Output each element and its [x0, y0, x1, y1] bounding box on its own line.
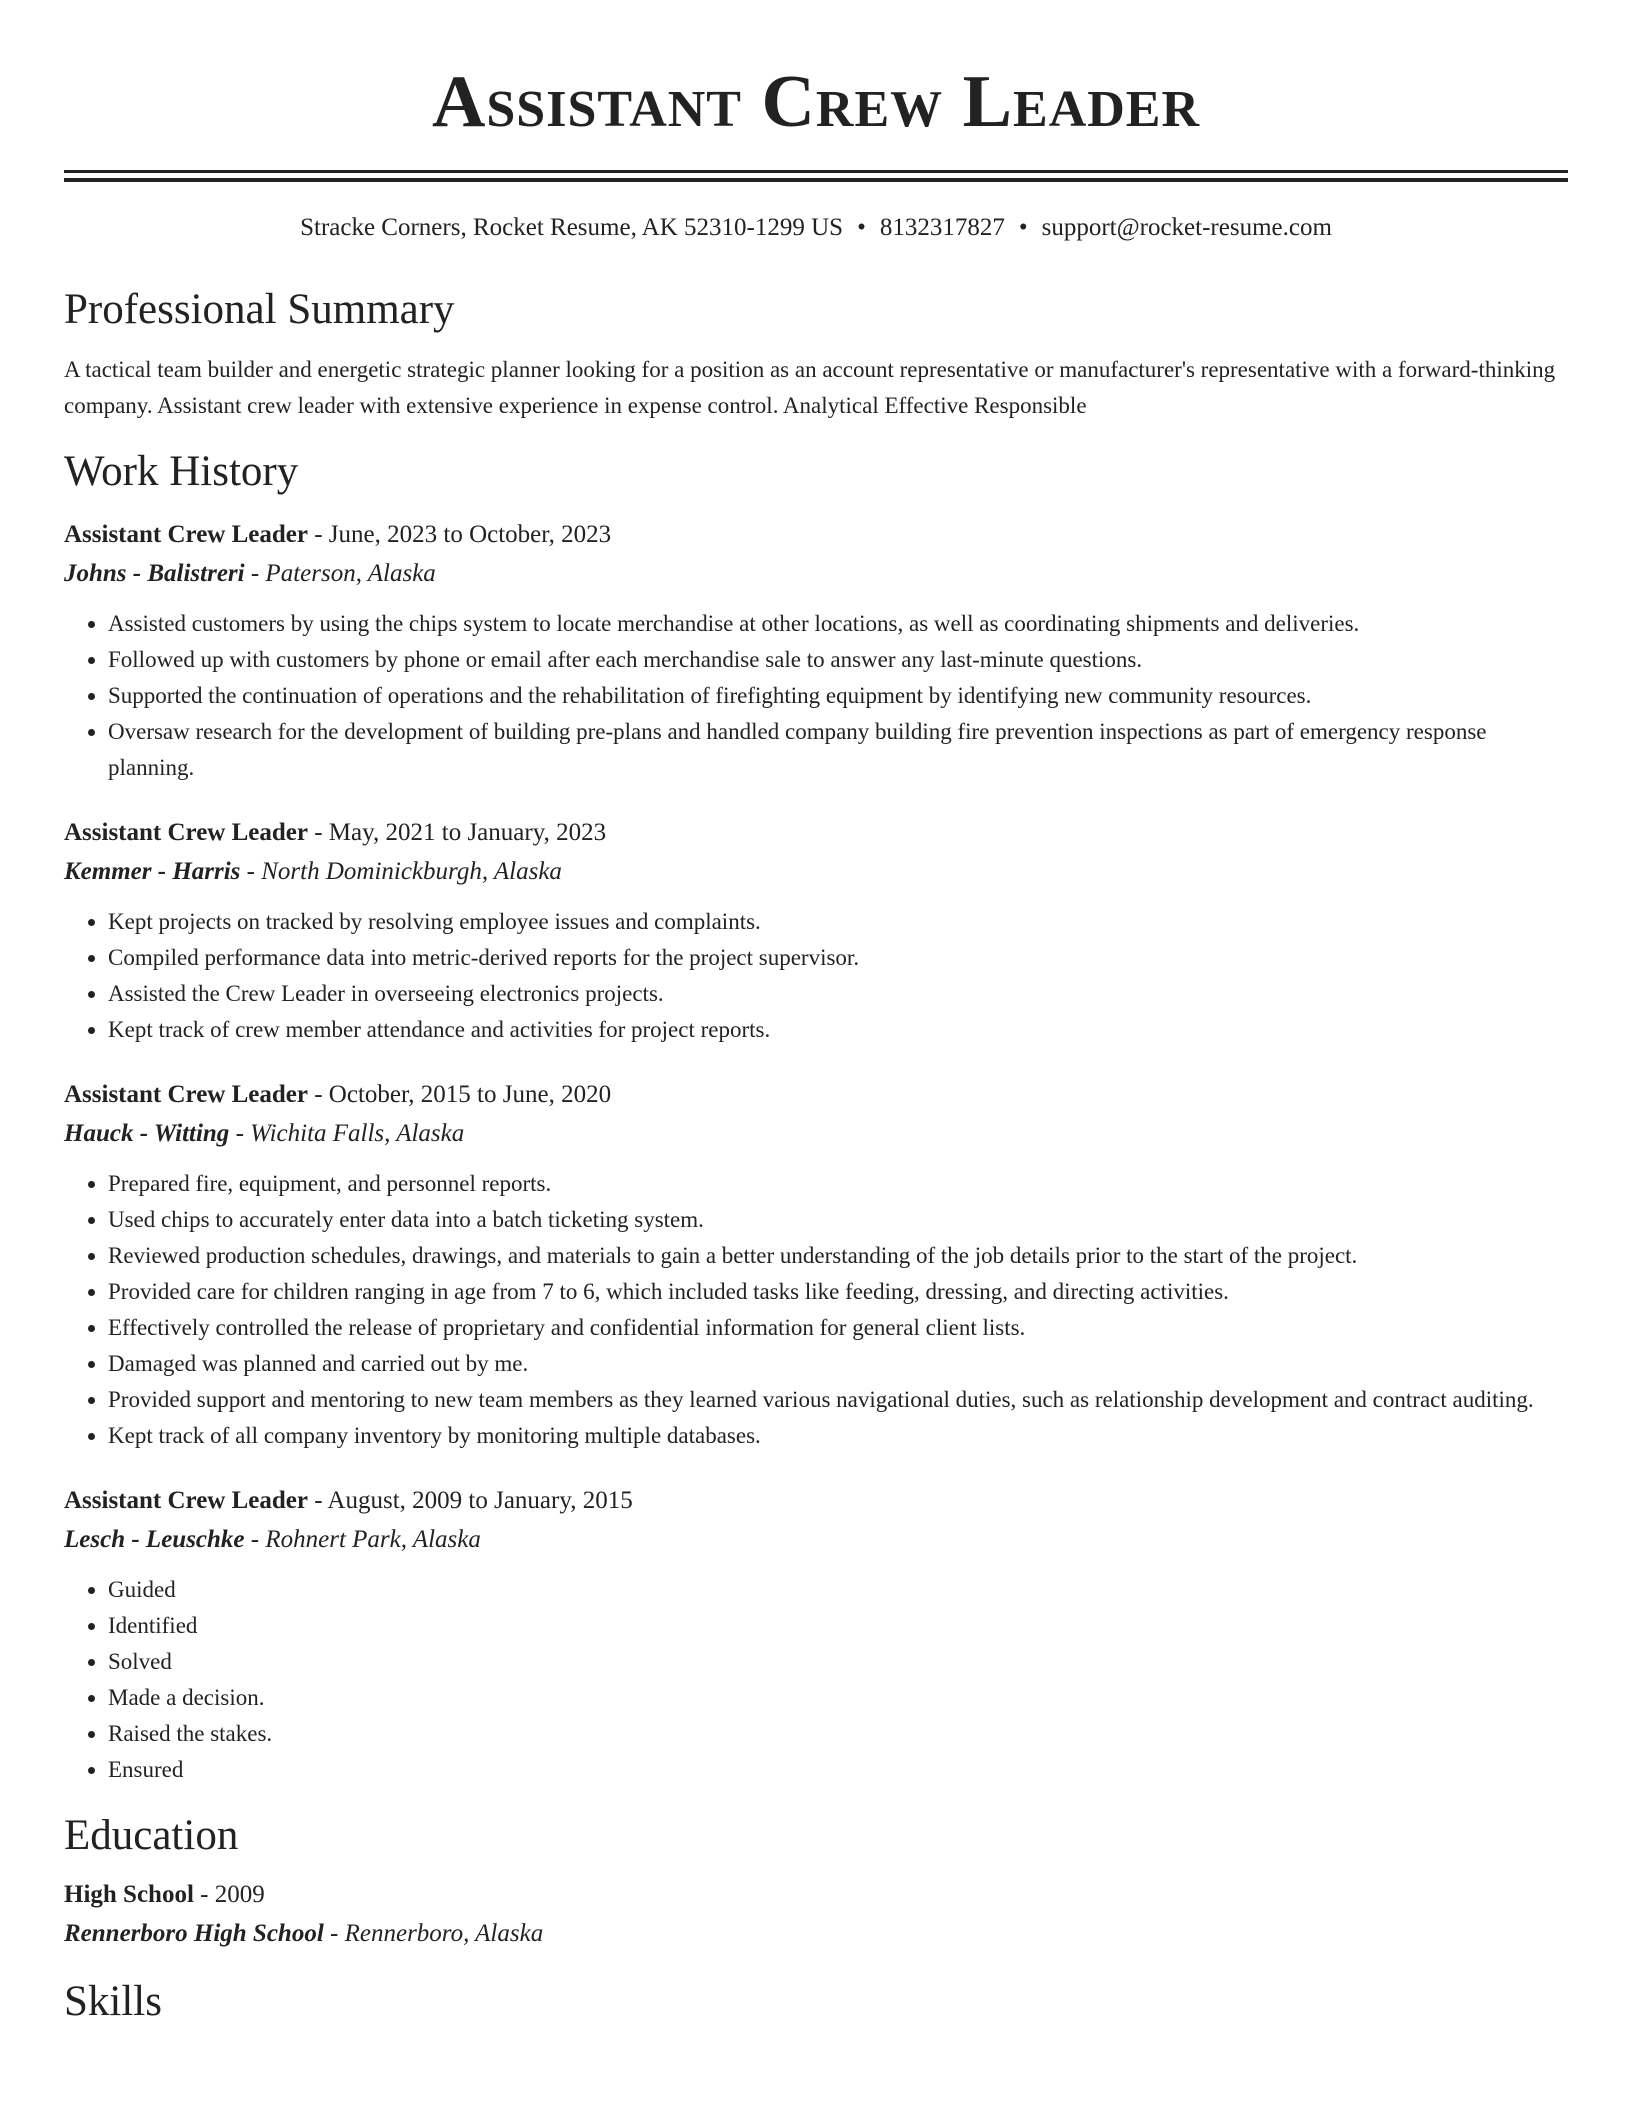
job-dates: - August, 2009 to January, 2015 — [307, 1487, 633, 1514]
work-history-list — [64, 516, 1568, 1788]
job-location: - Wichita Falls, Alaska — [229, 1120, 465, 1147]
job-location: - Paterson, Alaska — [244, 560, 436, 587]
education-school-line — [64, 1914, 1568, 1954]
contact-separator: • — [857, 214, 866, 241]
job-bullet-item: • Followed up with customers by phone or email after each merchandise sale to answer any last-minute questions. — [108, 642, 1568, 678]
work-history-entry — [64, 1076, 1568, 1454]
job-bullet-item: • Compiled performance data into metric-derived reports for the project supervisor. — [108, 940, 1568, 976]
job-dates: - May, 2021 to January, 2023 — [307, 819, 607, 846]
job-role: Assistant Crew Leader — [64, 1487, 308, 1514]
job-bullet-list — [64, 606, 1568, 786]
work-history-entry — [64, 516, 1568, 786]
job-bullet-item: • Kept track of all company inventory by monitoring multiple databases. — [108, 1418, 1568, 1454]
job-bullet-item: • Made a decision. — [108, 1680, 1568, 1716]
job-title-line — [64, 516, 1568, 554]
education-entry — [64, 1876, 1568, 1954]
contact-separator: • — [1018, 214, 1028, 241]
job-bullet-item: • Identified — [108, 1608, 1568, 1644]
job-bullet-item: • Oversaw research for the development of building pre-plans and handled company building fire prevention inspections as part of emergency response planning. — [108, 714, 1568, 786]
contact-email: support@rocket-resume.com — [1041, 214, 1332, 241]
job-title-line — [64, 814, 1568, 852]
job-location: - North Dominickburgh, Alaska — [240, 858, 562, 885]
job-company: Kemmer - Harris — [64, 858, 241, 885]
job-title-line — [64, 1076, 1568, 1114]
header-divider — [64, 170, 1568, 182]
resume-page — [64, 0, 1568, 2028]
job-bullet-item: • Used chips to accurately enter data into a batch ticketing system. — [108, 1202, 1568, 1238]
job-bullet-item: • Damaged was planned and carried out by me. — [108, 1346, 1568, 1382]
job-company: Hauck - Witting — [64, 1120, 230, 1147]
contact-address: Stracke Corners, Rocket Resume, AK 52310-1299 US — [300, 214, 844, 241]
job-bullet-list — [64, 1166, 1568, 1454]
job-role: Assistant Crew Leader — [64, 819, 308, 846]
job-role: Assistant Crew Leader — [64, 521, 308, 548]
contact-phone: 8132317827 — [879, 214, 1005, 241]
education-degree-line — [64, 1876, 1568, 1914]
job-bullet-item: • Kept track of crew member attendance and activities for project reports. — [108, 1012, 1568, 1048]
section-title-education: Education — [64, 1812, 239, 1859]
job-bullet-item: • Provided care for children ranging in age from 7 to 6, which included tasks like feeding, dressing, and directing activities. — [108, 1274, 1568, 1310]
summary-text: A tactical team builder and energetic strategic planner looking for a position as an account representative or manufacturer's representative with a forward-thinking company. Assistant crew leader with extensive experience in expense control. Analytical Effective Responsible — [64, 357, 1556, 418]
job-bullet-item: • Provided support and mentoring to new team members as they learned various navigational duties, such as relationship development and contract auditing. — [108, 1382, 1568, 1418]
job-dates: - June, 2023 to October, 2023 — [307, 521, 612, 548]
education-degree: High School — [64, 1881, 194, 1908]
education-location: - Rennerboro, Alaska — [323, 1920, 544, 1947]
education-year: - 2009 — [193, 1881, 265, 1908]
job-bullet-item: • Reviewed production schedules, drawings, and materials to gain a better understanding of the job details prior to the start of the project. — [108, 1238, 1568, 1274]
job-company: Lesch - Leuschke — [64, 1526, 245, 1553]
section-title-summary: Professional Summary — [64, 286, 455, 333]
contact-line — [64, 212, 1568, 244]
job-bullet-list — [64, 904, 1568, 1048]
job-bullet-item: • Kept projects on tracked by resolving employee issues and complaints. — [108, 904, 1568, 940]
job-bullet-item: • Guided — [108, 1572, 1568, 1608]
job-location: - Rohnert Park, Alaska — [244, 1526, 481, 1553]
job-company-line — [64, 1114, 1568, 1154]
job-dates: - October, 2015 to June, 2020 — [307, 1081, 612, 1108]
resume-name-heading: Assistant Crew Leader — [431, 61, 1201, 143]
work-history-entry — [64, 814, 1568, 1048]
job-role: Assistant Crew Leader — [64, 1081, 308, 1108]
work-history-entry — [64, 1482, 1568, 1788]
job-bullet-item: • Solved — [108, 1644, 1568, 1680]
section-title-work-history: Work History — [64, 448, 299, 495]
job-bullet-item: • Supported the continuation of operations and the rehabilitation of firefighting equipment by identifying new community resources. — [108, 678, 1568, 714]
job-company: Johns - Balistreri — [64, 560, 245, 587]
education-school: Rennerboro High School — [64, 1920, 324, 1947]
job-bullet-item: • Raised the stakes. — [108, 1716, 1568, 1752]
job-bullet-item: • Effectively controlled the release of proprietary and confidential information for general client lists. — [108, 1310, 1568, 1346]
job-bullet-item: • Prepared fire, equipment, and personnel reports. — [108, 1166, 1568, 1202]
job-bullet-list — [64, 1572, 1568, 1788]
job-company-line — [64, 852, 1568, 892]
section-title-skills: Skills — [64, 1978, 162, 2025]
job-bullet-item: • Assisted customers by using the chips system to locate merchandise at other locations, as well as coordinating shipments and deliveries. — [108, 606, 1568, 642]
job-bullet-item: • Ensured — [108, 1752, 1568, 1788]
job-company-line — [64, 554, 1568, 594]
job-title-line — [64, 1482, 1568, 1520]
job-company-line — [64, 1520, 1568, 1560]
job-bullet-item: • Assisted the Crew Leader in overseeing electronics projects. — [108, 976, 1568, 1012]
